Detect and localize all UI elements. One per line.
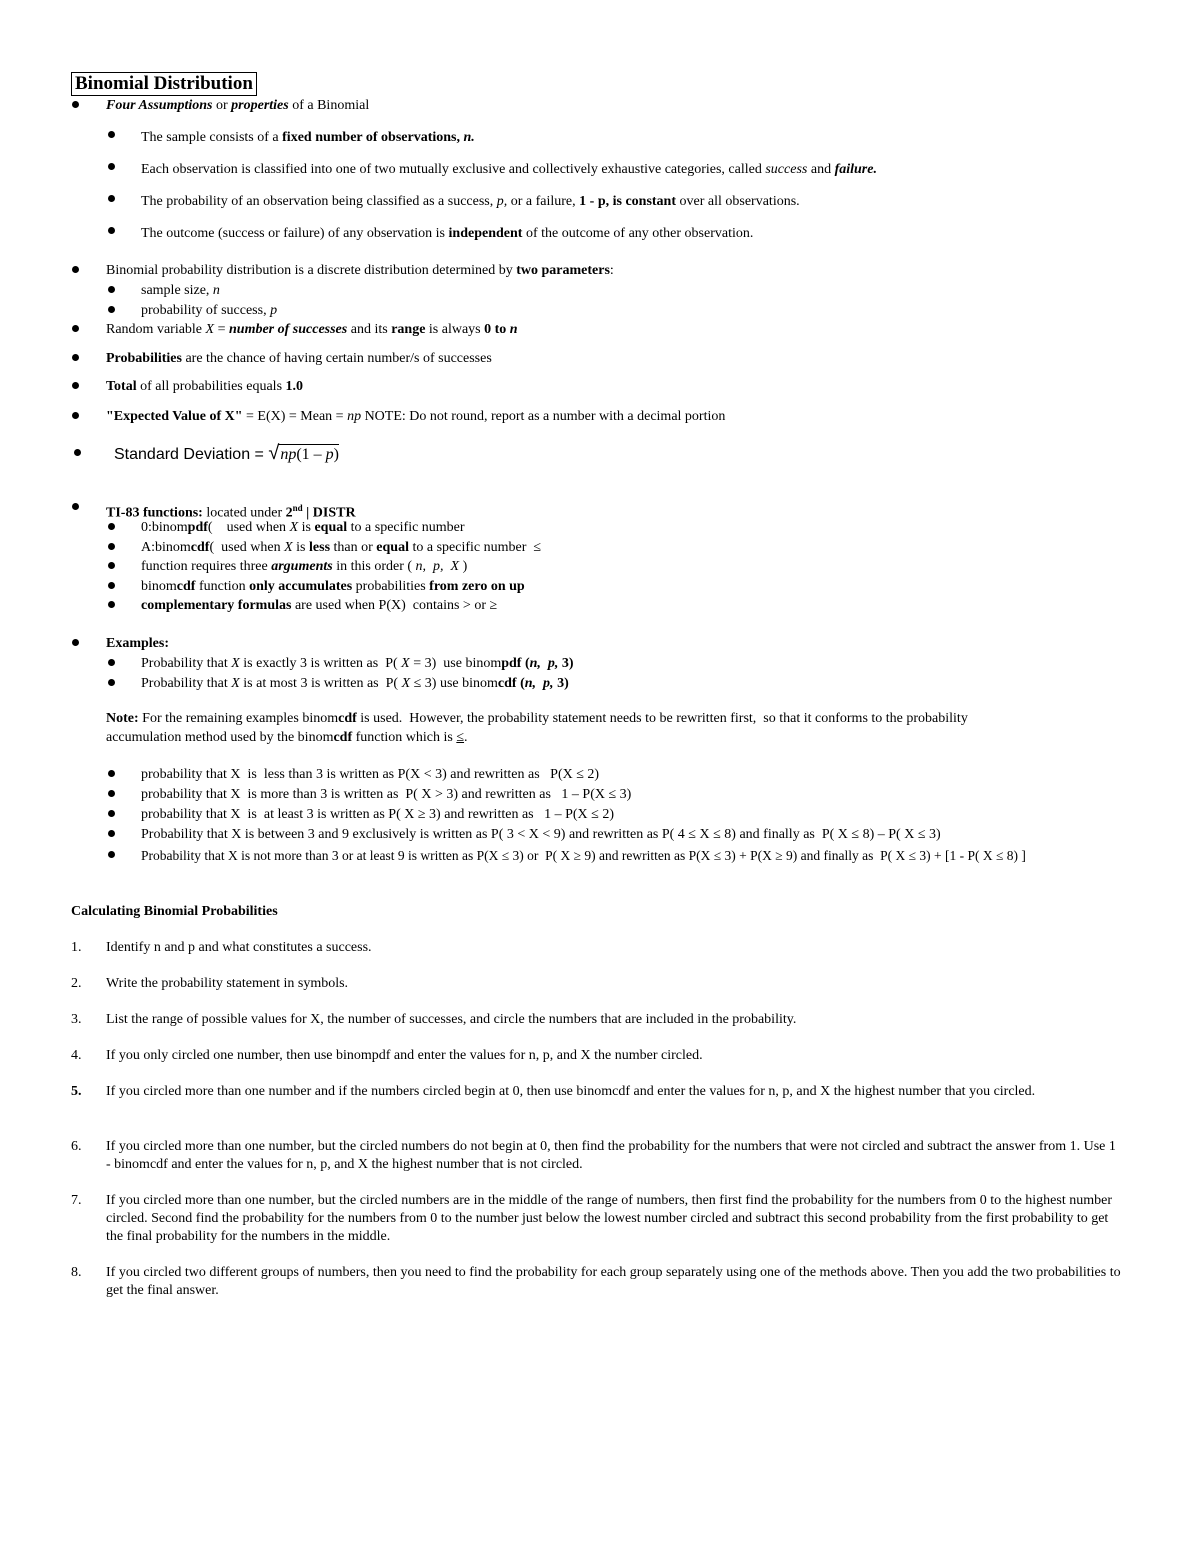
bullet (108, 601, 115, 608)
bullet (72, 503, 79, 510)
params-line: Binomial probability distribution is a discrete distribution determined by two parameters: (106, 263, 614, 278)
bullet (108, 543, 115, 550)
step-number: 8. (71, 1265, 82, 1280)
bullet (108, 790, 115, 797)
assumption-2: Each observation is classified into one of two mutually exclusive and collectively exhaustive categories, called success and failure. (141, 162, 877, 177)
bullet (108, 582, 115, 589)
bullet (108, 195, 115, 202)
ti83-binomcdf: A:binomcdf( used when X is less than or equal to a specific number ≤ (141, 540, 542, 555)
bullet (108, 770, 115, 777)
examples-heading: Examples: (106, 636, 169, 651)
step-number: 2. (71, 976, 82, 991)
bullet (108, 659, 115, 666)
step-text: If you circled more than one number, but the circled numbers do not begin at 0, then find the probability for the numbers that were not circled and subtract the answer from 1. Use 1 - binomcdf and enter the values for n, p, and X the highest number that is not circled. (106, 1139, 1116, 1172)
assumption-4: The outcome (success or failure) of any observation is independent of the outcome of any other observation. (141, 226, 754, 241)
step-text: If you only circled one number, then use binompdf and enter the values for n, p, and X the number circled. (106, 1048, 703, 1063)
bullet (108, 523, 115, 530)
total-line: Total of all probabilities equals 1.0 (106, 379, 304, 394)
rewrite-more-than: probability that X is more than 3 is written as P( X > 3) and rewritten as 1 – P(X ≤ 3) (141, 787, 632, 802)
bullet (72, 412, 79, 419)
bullet (74, 449, 81, 456)
step-text: If you circled two different groups of numbers, then you need to find the probability for each group separately using one of the methods above. Then you add the two probabilities to get the final answer. (106, 1265, 1121, 1298)
bullet (108, 227, 115, 234)
step-number: 4. (71, 1048, 82, 1063)
example-at-most-3: Probability that X is at most 3 is written as P( X ≤ 3) use binomcdf (n, p, 3) (141, 676, 569, 691)
step-number: 5. (71, 1084, 82, 1099)
bullet (108, 131, 115, 138)
rewrite-between: Probability that X is between 3 and 9 exclusively is written as P( 3 < X < 9) and rewritten as P( 4 ≤ X ≤ 8) and finally as P( X ≤ 8) – P( X ≤ 3) (141, 827, 941, 842)
bullet (72, 266, 79, 273)
bullet (108, 163, 115, 170)
ti83-complementary: complementary formulas are used when P(X) contains > or ≥ (141, 598, 498, 613)
bullet (72, 354, 79, 361)
rewrite-not-more-than: Probability that X is not more than 3 or at least 9 is written as P(X ≤ 3) or P( X ≥ 9) and rewritten as P(X ≤ 3) + P(X ≥ 9) and finally as P( X ≤ 3) + [1 - P( X ≤ 8) ] (141, 848, 1026, 863)
note-line-2: accumulation method used by the binomcdf function which is ≤. (106, 730, 468, 745)
bullet (108, 830, 115, 837)
param-sample-size: sample size, n (141, 283, 220, 298)
step-text: Identify n and p and what constitutes a success. (106, 940, 372, 955)
step-text: List the range of possible values for X, the number of successes, and circle the numbers that are included in the probability. (106, 1012, 797, 1027)
page-title: Binomial Distribution (71, 72, 257, 96)
step-number: 1. (71, 940, 82, 955)
bullet (72, 325, 79, 332)
ti83-binompdf: 0:binompdf( used when X is equal to a specific number (141, 520, 465, 535)
step-text: If you circled more than one number and if the numbers circled begin at 0, then use binomcdf and enter the values for n, p, and X the highest number that you circled. (106, 1084, 1036, 1099)
bullet (72, 101, 79, 108)
bullet (108, 286, 115, 293)
step-number: 6. (71, 1139, 82, 1154)
bullet (108, 562, 115, 569)
rewrite-at-least: probability that X is at least 3 is written as P( X ≥ 3) and rewritten as 1 – P(X ≤ 2) (141, 807, 615, 822)
standard-deviation-line: Standard Deviation = √ np(1 – p) (114, 442, 339, 464)
calc-heading: Calculating Binomial Probabilities (71, 904, 278, 919)
ti83-accumulates: binomcdf function only accumulates probabilities from zero on up (141, 579, 525, 594)
expected-value-line: "Expected Value of X" = E(X) = Mean = np NOTE: Do not round, report as a number with a decimal portion (106, 409, 726, 424)
ti83-arguments: function requires three arguments in this order ( n, p, X ) (141, 559, 468, 574)
bullet (108, 306, 115, 313)
step-number: 3. (71, 1012, 82, 1027)
step-text: If you circled more than one number, but the circled numbers are in the middle of the range of numbers, then first find the probability for the numbers from 0 to the highest number circled. Second find the probability for the numbers from 0 to the number just below the lowest number circled and subtract this second probability from the first probability to get the final probability for the numbers in the middle. (106, 1193, 1112, 1244)
assumption-3: The probability of an observation being classified as a success, p, or a failure, 1 - p, is constant over all observations. (141, 194, 800, 209)
bullet (72, 382, 79, 389)
bullet (108, 679, 115, 686)
ti83-heading: TI-83 functions: located under 2nd | DISTR (106, 503, 356, 521)
bullet (108, 810, 115, 817)
probabilities-line: Probabilities are the chance of having certain number/s of successes (106, 351, 492, 366)
square-root-symbol: √ np(1 – p) (268, 442, 339, 464)
random-variable-line: Random variable X = number of successes and its range is always 0 to n (106, 322, 518, 337)
step-text: Write the probability statement in symbols. (106, 976, 349, 991)
bullet (72, 639, 79, 646)
param-probability: probability of success, p (141, 303, 278, 318)
note-line-1: Note: For the remaining examples binomcdf is used. However, the probability statement needs to be rewritten first, so that it conforms to the probability (106, 711, 968, 726)
step-number: 7. (71, 1193, 82, 1208)
example-exactly-3: Probability that X is exactly 3 is written as P( X = 3) use binompdf (n, p, 3) (141, 656, 574, 671)
assumption-1: The sample consists of a fixed number of observations, n. (141, 130, 475, 145)
rewrite-less-than: probability that X is less than 3 is written as P(X < 3) and rewritten as P(X ≤ 2) (141, 767, 600, 782)
bullet (108, 851, 115, 858)
assumptions-heading: Four Assumptions or properties of a Binomial (106, 98, 370, 113)
